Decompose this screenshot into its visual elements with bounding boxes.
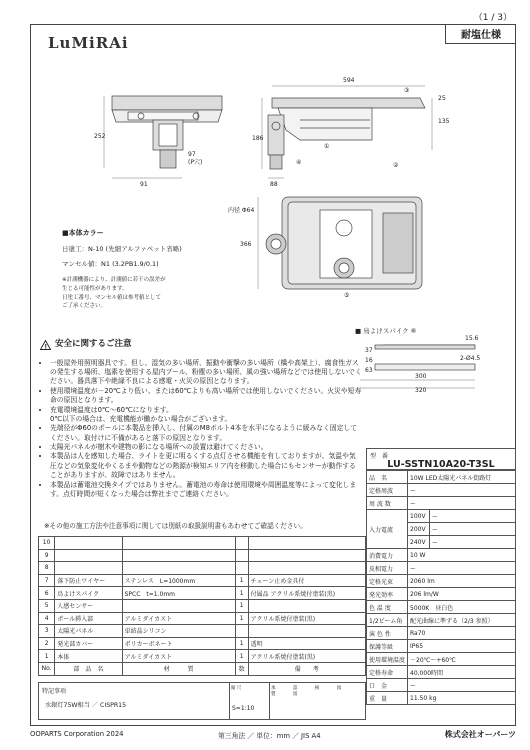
parts-cell-qty: 1	[235, 637, 248, 650]
dim-300: 300	[415, 373, 427, 380]
safety-caution	[40, 339, 362, 499]
parts-header: No. 部 品 名 材 質 数 備 考	[39, 662, 366, 675]
parts-cell-note: チェーン止め金具付	[248, 574, 365, 587]
spec-key: 色 温 度	[367, 601, 408, 614]
scale-value: S=1:10	[232, 705, 255, 712]
spec-row	[367, 497, 516, 510]
dim-15-6: 15.6	[465, 335, 479, 342]
side-view	[268, 98, 425, 169]
callout-6: ⑥	[410, 327, 417, 335]
parts-cell-material	[122, 562, 235, 575]
spec-value: ー	[408, 484, 516, 497]
features-label: 特記事項	[42, 688, 67, 695]
spec-key: 保護等級	[367, 640, 408, 653]
parts-cell-note	[248, 599, 365, 612]
warning-icon	[40, 340, 51, 350]
spec-table	[366, 470, 516, 705]
spec-row	[367, 666, 516, 679]
parts-cell-qty	[235, 562, 248, 575]
color-row-munsell: マンセル値：N1 (3.2PB1.9/0.1)	[62, 260, 159, 269]
spec-key: 消費電力	[367, 549, 408, 562]
spec-value: Ra70	[408, 627, 516, 640]
parts-cell-qty: 1	[235, 574, 248, 587]
spec-key: 重 量	[367, 692, 408, 705]
parts-row	[39, 537, 366, 550]
spec-key: 発光効率	[367, 588, 408, 601]
spec-value: 206 lm/W	[408, 588, 516, 601]
dim-25: 25	[438, 95, 446, 102]
parts-cell-material: SPCC t=1.0mm	[122, 587, 235, 600]
spec-key: 周 波 数	[367, 497, 408, 510]
parts-cell-note	[248, 562, 365, 575]
color-row-jpma: 日塗工：N-10 (先細アルファペット省略)	[62, 244, 182, 253]
dim-320: 320	[415, 387, 427, 394]
spec-key: 定格光束	[367, 575, 408, 588]
parts-cell-name	[55, 562, 122, 575]
parts-row	[39, 625, 366, 638]
caution-item: • 先端径がΦ60のポールに本製品を挿入し、付属のM8ボルト4本を水平になるように緩みなく固定してください。取付けに不備があると落下の原因となります。	[50, 424, 362, 443]
parts-cell-no: 3	[39, 625, 55, 638]
spec-row	[367, 601, 516, 614]
svg-text:!: !	[44, 343, 48, 350]
dim-186: 186	[252, 135, 264, 142]
parts-cell-no: 10	[39, 537, 55, 550]
spec-row	[367, 575, 516, 588]
parts-cell-qty	[235, 625, 248, 638]
parts-cell-note: アクリル系焼付塗装(黒)	[248, 612, 365, 625]
parts-cell-material: アルミダイカスト	[122, 612, 235, 625]
footer-projection: 第三角法 ／ 単位：mm ／ JIS A4	[218, 732, 321, 740]
parts-cell-material	[122, 537, 235, 550]
bird-spike-label: ■ 鳥よけスパイク ⑥	[355, 327, 417, 335]
parts-cell-name: 発光部カバー	[55, 637, 122, 650]
features-box	[38, 682, 366, 720]
spec-key: 定格周波	[367, 484, 408, 497]
spec-key: 使用環境温度	[367, 653, 408, 666]
spec-voltage: 240V	[408, 536, 430, 549]
parts-cell-note	[248, 625, 365, 638]
parts-cell-qty: 1	[235, 599, 248, 612]
dim-inner-dia: 内径 Φ64	[228, 207, 255, 214]
parts-row	[39, 612, 366, 625]
spec-row	[367, 562, 516, 575]
parts-row	[39, 587, 366, 600]
spec-voltage: 100V	[408, 510, 430, 523]
dim-252: 252	[94, 133, 106, 140]
parts-table	[38, 536, 366, 676]
dim-366: 366	[240, 241, 252, 248]
caution-item: • 本製品は蓄電池交換タイプではありません。蓄電池の寿命は使用環境や周囲温度等によって変化します。点灯時間が短くなった場合は弊社までご連絡ください。	[50, 481, 362, 500]
caution-item: • 使用環境温度が－20℃より低い、または60℃よりも高い場所では使用しないでください。火災や短寿命の原因となります。	[50, 387, 362, 406]
caution-item: • 本製品は人を感知した場合、ライトを更に明るくする点灯させる機能を有しておりますが、気温や気圧などの気象変化やくるまや動物などの熱源が検知エリア内を移動した場合にもセンサーが動作することがありますが、故障ではありません。	[50, 452, 362, 480]
dim-16: 16	[365, 357, 373, 364]
parts-cell-name	[55, 549, 122, 562]
spec-row	[367, 510, 516, 523]
spec-row	[367, 484, 516, 497]
spec-value: ー	[430, 536, 516, 549]
spec-key: 入力電流	[367, 510, 408, 549]
parts-cell-no: 6	[39, 587, 55, 600]
spec-value: 10W LED太陽光パネル街路灯	[408, 471, 516, 484]
scale-label: 縮 尺	[231, 686, 242, 691]
parts-cell-name: 人感センサー	[55, 599, 122, 612]
parts-cell-material	[122, 549, 235, 562]
dim-594: 594	[343, 77, 355, 84]
callout-1: ①	[324, 143, 330, 150]
parts-cell-qty: 1	[235, 587, 248, 600]
spec-voltage: 200V	[408, 523, 430, 536]
page-number: （1 / 3）	[473, 13, 512, 23]
color-heading: ■本体カラー	[62, 229, 104, 237]
callout-4: ④	[296, 159, 302, 166]
spec-key: 品 名	[367, 471, 408, 484]
parts-cell-name: ポール挿入部	[55, 612, 122, 625]
parts-cell-no: 8	[39, 562, 55, 575]
parts-row	[39, 637, 366, 650]
parts-row	[39, 574, 366, 587]
parts-cell-name: 落下防止ワイヤー	[55, 574, 122, 587]
parts-cell-qty	[235, 537, 248, 550]
model-label: 型 番	[370, 453, 389, 460]
dim-holes: 2-Ø4.5	[460, 355, 481, 362]
parts-cell-material: ポリカーボネート	[122, 637, 235, 650]
parts-row	[39, 599, 366, 612]
spec-value: 10 W	[408, 549, 516, 562]
parts-cell-no: 2	[39, 637, 55, 650]
parts-cell-material: 単結晶シリコン	[122, 625, 235, 638]
callout-3: ③	[404, 87, 410, 94]
spec-tag: 耐塩仕様	[445, 24, 516, 44]
bottom-view	[266, 197, 422, 289]
parts-cell-name	[55, 537, 122, 550]
caution-item: • 太陽光パネルが樹木や建物の影になる場所への設置は避けてください。	[50, 443, 362, 452]
spec-row	[367, 549, 516, 562]
spec-value: ー	[408, 679, 516, 692]
callout-2: ②	[393, 162, 399, 169]
parts-cell-no: 9	[39, 549, 55, 562]
parts-cell-no: 1	[39, 650, 55, 663]
parts-cell-note	[248, 537, 365, 550]
spec-row	[367, 653, 516, 666]
sign-labels: 承 認 検 図 製 図	[271, 686, 350, 697]
front-view	[112, 96, 222, 168]
parts-cell-note: 透明	[248, 637, 365, 650]
parts-cell-name: 鳥よけスパイク	[55, 587, 122, 600]
spec-value: 40,000時間	[408, 666, 516, 679]
parts-cell-note	[248, 549, 365, 562]
spec-row	[367, 588, 516, 601]
spec-value: ー	[408, 562, 516, 575]
dim-91: 91	[140, 181, 148, 188]
spec-key: 演 色 性	[367, 627, 408, 640]
spec-row	[367, 627, 516, 640]
dim-97: 97	[188, 151, 196, 158]
spec-value: 11.50 kg	[408, 692, 516, 705]
caution-title: ! 安全に関するご注意	[40, 339, 362, 351]
spec-key: 皮相電力	[367, 562, 408, 575]
color-note: ※計測機器により、計測値に若干の誤差が 生じる可能性があります。 日塗工番号、マンセル値は参考値として ご了承ください。	[62, 277, 166, 310]
spec-value: 5000K 昼白色	[408, 601, 516, 614]
spec-key: 1/2ビーム角	[367, 614, 408, 627]
model-box	[366, 448, 516, 470]
parts-row	[39, 549, 366, 562]
parts-cell-note: アクリル系焼付塗装(黒)	[248, 650, 365, 663]
parts-cell-no: 5	[39, 599, 55, 612]
parts-cell-material: アルミダイカスト	[122, 650, 235, 663]
caution-item: • 充電環境温度は0℃〜60℃になります。	[50, 406, 362, 415]
spec-value: ー	[430, 523, 516, 536]
dim-135: 135	[438, 118, 450, 125]
parts-cell-no: 7	[39, 574, 55, 587]
spec-value: ー	[408, 497, 516, 510]
dim-88: 88	[270, 181, 278, 188]
parts-cell-no: 4	[39, 612, 55, 625]
parts-row	[39, 650, 366, 663]
lumirai-logo: LuMiRAi	[48, 34, 129, 52]
spec-value: 配光曲線に準ずる（2/3 参照）	[408, 614, 516, 627]
spec-value: －20℃〜+60℃	[408, 653, 516, 666]
callout-5: ⑤	[344, 292, 350, 299]
footer-company: 株式会社オーパーツ	[444, 730, 516, 739]
spec-value: 2060 lm	[408, 575, 516, 588]
body-color-box	[62, 228, 197, 311]
parts-cell-qty: 1	[235, 612, 248, 625]
features-text: 水銀灯75W相当 ／ CISPR15	[45, 702, 127, 709]
spec-key: 定格寿命	[367, 666, 408, 679]
spec-key: 口 金	[367, 679, 408, 692]
spec-row	[367, 471, 516, 484]
footer-copyright: OOPARTS Corporation 2024	[30, 730, 124, 738]
spec-value: IP65	[408, 640, 516, 653]
parts-cell-name: 本体	[55, 650, 122, 663]
parts-cell-name: 太陽光パネル	[55, 625, 122, 638]
caution-item: • 一般屋外用照明器具です。但し、湿気の多い場所、振動や衝撃の多い場所（橋や高架上）、腐食性ガスの発生する場所、塩素を使用する屋内プール、粉塵の多い場所、風の強い場所などでは使用しないでください。器具落下や絶縁不良による感電・火災の原因となります。	[50, 359, 362, 387]
parts-cell-qty: 1	[235, 650, 248, 663]
model-number: LU-SSTN10A20-T3SL	[387, 459, 495, 470]
construction-note: ※その他の施工方法や注意事項に関しては別紙の取扱説明書もあわせてご確認ください。	[44, 522, 307, 530]
spec-row	[367, 692, 516, 705]
parts-cell-qty	[235, 549, 248, 562]
spec-row	[367, 679, 516, 692]
spec-value: ー	[430, 510, 516, 523]
dim-p-hole: (P穴)	[188, 159, 203, 166]
parts-cell-material: ステンレス L=1000mm	[122, 574, 235, 587]
dim-63: 63	[365, 367, 373, 374]
parts-cell-material	[122, 599, 235, 612]
dim-37: 37	[365, 347, 373, 354]
spec-row	[367, 640, 516, 653]
parts-row	[39, 562, 366, 575]
caution-item: 0℃以下の場合は、充電機能が働かない場合がございます。	[50, 414, 232, 423]
spec-row	[367, 614, 516, 627]
parts-cell-note: 付属品 アクリル系焼付塗装(黒)	[248, 587, 365, 600]
